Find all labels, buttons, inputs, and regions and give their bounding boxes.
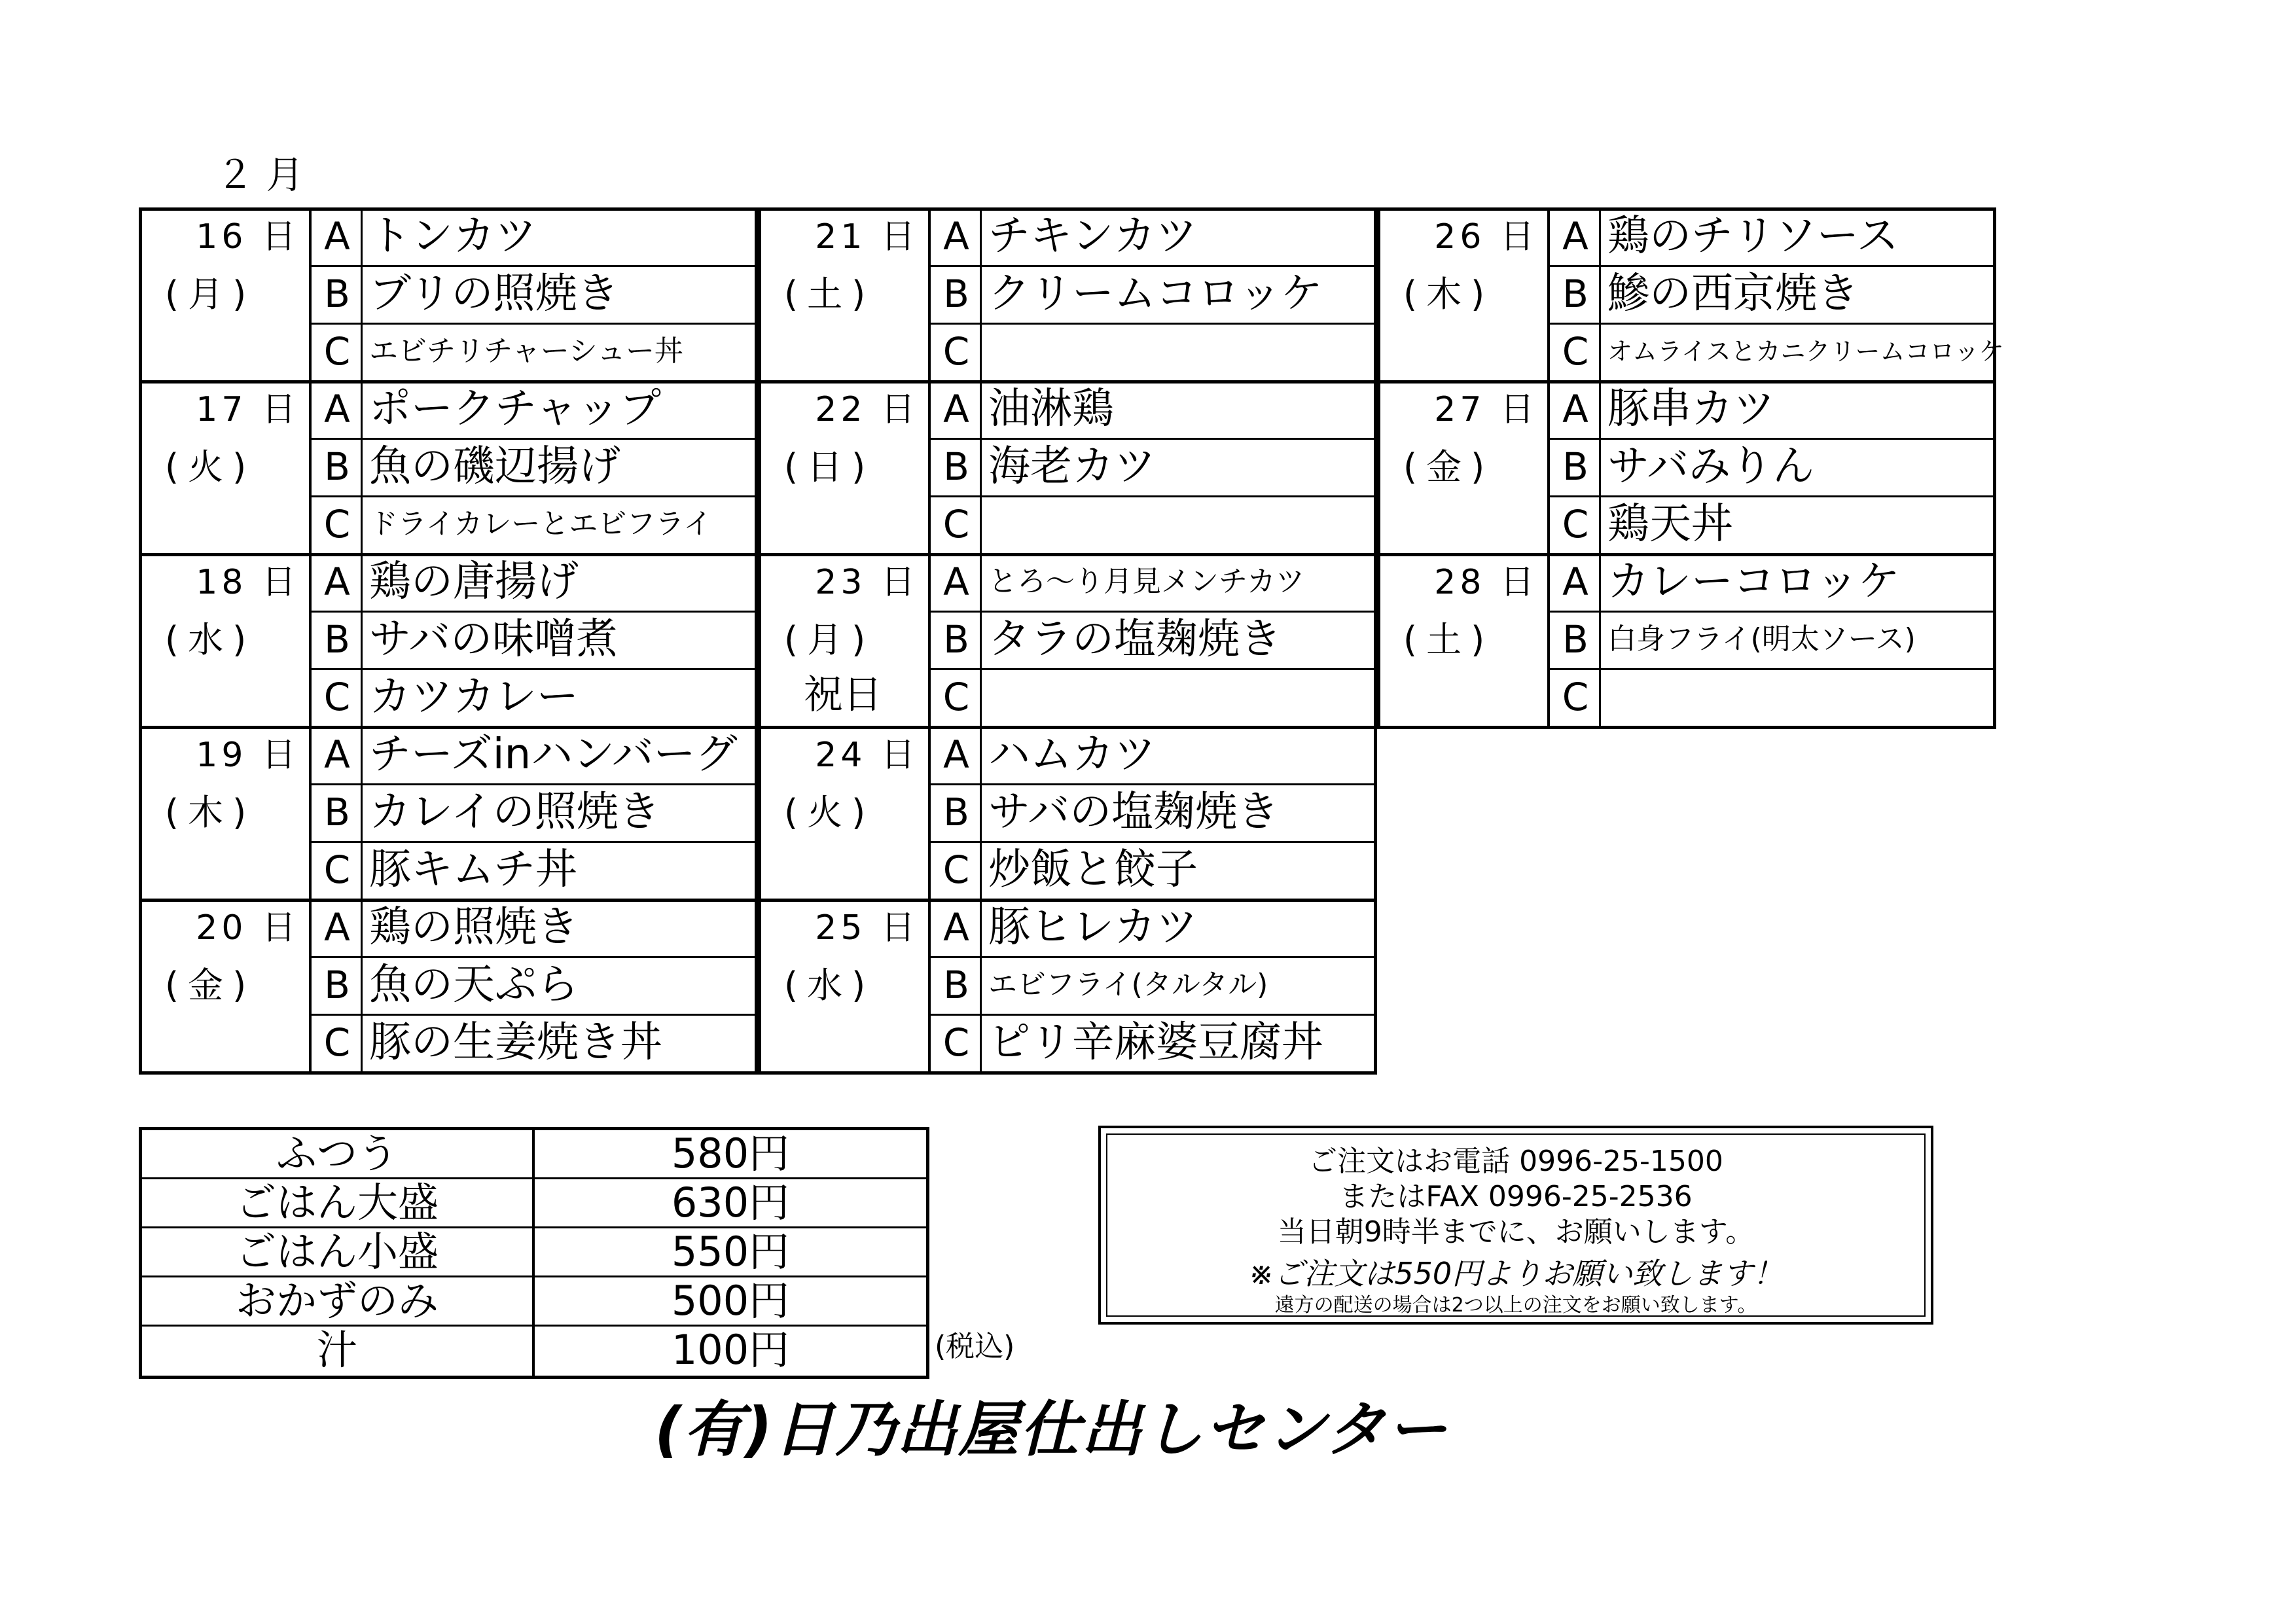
- option-letter: B: [324, 963, 350, 1007]
- price-name: おかずのみ: [142, 1277, 535, 1325]
- price-name: 汁: [142, 1327, 535, 1376]
- option-letter: C: [323, 847, 351, 892]
- menu-item: カレイの照焼き: [369, 788, 660, 836]
- option-letter: B: [943, 272, 969, 316]
- option-letters: [928, 380, 982, 553]
- menu-item: 鶏の唐揚げ: [369, 558, 579, 606]
- menu-item: ブリの照焼き: [369, 270, 619, 318]
- row-divider: [928, 495, 1377, 497]
- price-row: [142, 1327, 926, 1376]
- day-block: [758, 553, 1377, 726]
- day-of-week: (月): [165, 274, 256, 315]
- day-of-week: (金): [165, 965, 256, 1006]
- menu-item: 鶏天丼: [1607, 500, 1733, 548]
- row-divider: [309, 783, 758, 785]
- row-divider: [309, 611, 758, 613]
- row-divider: [309, 841, 758, 843]
- day-label: [758, 553, 928, 726]
- day-label: [1377, 380, 1547, 553]
- option-letters: [309, 380, 363, 553]
- day-block: [139, 207, 758, 380]
- option-letter: B: [324, 272, 350, 316]
- menu-item: エビチリチャーシュー丼: [369, 334, 684, 368]
- day-of-week: (土): [784, 274, 875, 315]
- row-divider: [928, 438, 1377, 440]
- option-letters: [1547, 207, 1601, 380]
- menu-item: オムライスとカニクリームコロッケ: [1607, 337, 2004, 366]
- menu-item: とろ～り月見メンチカツ: [988, 565, 1305, 598]
- day-label: [758, 726, 928, 899]
- option-letter: C: [942, 1020, 970, 1065]
- option-letter: B: [1562, 617, 1588, 662]
- option-letter: B: [943, 444, 969, 489]
- option-letters: [309, 899, 363, 1071]
- day-number: 16 日: [196, 217, 300, 257]
- day-block: [139, 553, 758, 726]
- menu-items: [982, 553, 1377, 726]
- option-letter: A: [1562, 387, 1588, 431]
- row-divider: [309, 1014, 758, 1016]
- day-of-week: (金): [1403, 446, 1494, 488]
- row-divider: [928, 841, 1377, 843]
- menu-item: サバの味噌煮: [369, 615, 619, 664]
- day-label: [758, 899, 928, 1071]
- option-letter: A: [943, 732, 969, 777]
- row-divider: [1547, 495, 1996, 497]
- menu-item: ドライカレーとエビフライ: [369, 507, 713, 541]
- price-value: 100円: [671, 1326, 790, 1374]
- menu-item: 豚キムチ丼: [369, 846, 578, 894]
- row-divider: [309, 265, 758, 267]
- row-divider: [928, 668, 1377, 670]
- price-value: 550円: [671, 1228, 790, 1275]
- option-letter: B: [1562, 444, 1588, 489]
- day-label: [139, 899, 309, 1071]
- menu-item: 油淋鶏: [988, 385, 1114, 433]
- option-letter: B: [324, 444, 350, 489]
- menu-item: [982, 668, 1377, 726]
- option-letters: [1547, 553, 1601, 726]
- option-letters: [928, 553, 982, 726]
- day-block: [139, 899, 758, 1071]
- row-divider: [309, 956, 758, 958]
- price-value: 580円: [671, 1130, 790, 1177]
- order-info-inner: [1106, 1133, 1926, 1317]
- menu-item: 鶏の照焼き: [369, 903, 579, 952]
- price-table: [139, 1127, 929, 1379]
- day-label: [1377, 207, 1547, 380]
- day-number: 28 日: [1434, 563, 1538, 602]
- menu-item: [1601, 668, 1996, 726]
- order-deadline: 当日朝9時半までに、お願いします。: [1277, 1215, 1755, 1249]
- price-row: [142, 1228, 926, 1277]
- day-number: 26 日: [1434, 217, 1538, 257]
- day-number: 21 日: [815, 217, 919, 257]
- menu-item: エビフライ(タルタル): [988, 968, 1268, 1001]
- menu-item: [982, 495, 1377, 553]
- option-letter: C: [323, 1020, 351, 1065]
- menu-items: [1601, 380, 1996, 553]
- day-of-week: (水): [784, 965, 875, 1006]
- menu-item: トンカツ: [369, 212, 537, 260]
- day-of-week: (木): [1403, 274, 1494, 315]
- row-divider: [1547, 611, 1996, 613]
- menu-item: 魚の磯辺揚げ: [369, 442, 620, 491]
- order-minimum: ※ご注文は550円よりお願い致します！: [1248, 1256, 1784, 1291]
- price-name: ふつう: [142, 1130, 535, 1177]
- order-delivery-note: 遠方の配送の場合は2つ以上の注文をお願い致します。: [1274, 1294, 1757, 1317]
- menu-item: 鶏のチリソース: [1607, 212, 1899, 260]
- option-letter: C: [942, 329, 970, 374]
- option-letter: C: [1562, 675, 1589, 719]
- option-letter: C: [942, 847, 970, 892]
- option-letter: C: [1562, 502, 1589, 546]
- day-of-week: (水): [165, 619, 256, 660]
- option-letter: C: [323, 675, 351, 719]
- option-letter: A: [324, 214, 350, 259]
- day-of-week: (土): [1403, 619, 1494, 660]
- menu-item: ポークチャップ: [369, 385, 662, 433]
- day-number: 19 日: [196, 736, 300, 775]
- menu-item: カレーコロッケ: [1607, 558, 1900, 606]
- day-block: [1377, 553, 1996, 726]
- option-letters: [928, 899, 982, 1071]
- option-letter: C: [942, 675, 970, 719]
- menu-items: [982, 380, 1377, 553]
- option-letter: C: [1562, 329, 1589, 374]
- row-divider: [1547, 438, 1996, 440]
- price-row: [142, 1130, 926, 1179]
- day-number: 23 日: [815, 563, 919, 602]
- menu-item: 豚串カツ: [1607, 385, 1775, 433]
- row-divider: [1547, 668, 1996, 670]
- option-letter: B: [324, 790, 350, 834]
- row-divider: [1547, 323, 1996, 325]
- row-divider: [928, 956, 1377, 958]
- day-of-week: (火): [165, 446, 256, 488]
- row-divider: [309, 323, 758, 325]
- day-number: 24 日: [815, 736, 919, 775]
- option-letter: A: [943, 387, 969, 431]
- menu-item: カツカレー: [369, 673, 579, 721]
- option-letter: A: [1562, 214, 1588, 259]
- menu-item: ハムカツ: [988, 730, 1156, 779]
- menu-item: チーズinハンバーグ: [369, 730, 738, 779]
- option-letter: A: [943, 214, 969, 259]
- option-letters: [1547, 380, 1601, 553]
- option-letter: A: [1562, 560, 1588, 604]
- menu-item: 豚の生姜焼き丼: [369, 1018, 662, 1067]
- menu-items: [1601, 207, 2004, 380]
- day-block: [1377, 207, 2004, 380]
- day-block: [758, 380, 1377, 553]
- day-label: [139, 726, 309, 899]
- day-label: [139, 207, 309, 380]
- day-label: [758, 207, 928, 380]
- option-letters: [309, 207, 363, 380]
- row-divider: [1547, 265, 1996, 267]
- menu-item: タラの塩麹焼き: [988, 615, 1282, 664]
- day-of-week: (火): [784, 792, 875, 833]
- day-block: [139, 726, 758, 899]
- menu-item: 鰺の西京焼き: [1607, 270, 1859, 318]
- row-divider: [309, 668, 758, 670]
- option-letter: A: [324, 560, 350, 604]
- day-number: 22 日: [815, 390, 919, 429]
- menu-item: 魚の天ぷら: [369, 961, 579, 1009]
- day-number: 20 日: [196, 908, 300, 948]
- option-letter: C: [942, 502, 970, 546]
- price-value: 500円: [671, 1277, 790, 1325]
- day-number: 17 日: [196, 390, 300, 429]
- row-divider: [309, 438, 758, 440]
- day-label: [139, 553, 309, 726]
- menu-item: 炒飯と餃子: [988, 846, 1198, 894]
- day-number: 27 日: [1434, 390, 1538, 429]
- option-letter: A: [324, 732, 350, 777]
- menu-item: 海老カツ: [988, 442, 1156, 491]
- day-label: [139, 380, 309, 553]
- option-letter: B: [943, 790, 969, 834]
- day-label: [758, 380, 928, 553]
- menu-items: [982, 207, 1377, 380]
- order-phone: ご注文はお電話 0996-25-1500: [1308, 1145, 1723, 1178]
- menu-items: [363, 726, 758, 899]
- row-divider: [928, 783, 1377, 785]
- day-block: [1377, 380, 1996, 553]
- day-block: [758, 899, 1377, 1071]
- holiday-label: 祝日: [804, 672, 882, 718]
- menu-items: [363, 899, 758, 1071]
- option-letter: B: [943, 617, 969, 662]
- option-letter: C: [323, 329, 351, 374]
- day-of-week: (日): [784, 446, 875, 488]
- menu-item: サバの塩麹焼き: [988, 788, 1280, 836]
- order-info-box: [1098, 1126, 1933, 1325]
- menu-item: チキンカツ: [988, 212, 1198, 260]
- price-name: ごはん大盛: [142, 1179, 535, 1226]
- menu-items: [982, 899, 1377, 1071]
- option-letter: C: [323, 502, 351, 546]
- day-block: [758, 207, 1377, 380]
- day-of-week: (木): [165, 792, 256, 833]
- row-divider: [309, 495, 758, 497]
- row-divider: [928, 611, 1377, 613]
- menu-item: ピリ辛麻婆豆腐丼: [988, 1018, 1323, 1067]
- option-letter: B: [324, 617, 350, 662]
- row-divider: [928, 265, 1377, 267]
- day-label: [1377, 553, 1547, 726]
- menu-items: [982, 726, 1377, 899]
- month-label: ２ 月: [216, 152, 304, 197]
- option-letters: [928, 207, 982, 380]
- option-letter: A: [943, 905, 969, 950]
- option-letter: A: [324, 905, 350, 950]
- day-of-week: (月): [784, 619, 875, 660]
- menu-items: [363, 553, 758, 726]
- price-name: ごはん小盛: [142, 1228, 535, 1275]
- option-letters: [309, 553, 363, 726]
- option-letter: B: [943, 963, 969, 1007]
- row-divider: [928, 1014, 1377, 1016]
- option-letters: [309, 726, 363, 899]
- tax-note: (税込): [935, 1330, 1015, 1363]
- menu-item: [982, 323, 1377, 380]
- day-number: 18 日: [196, 563, 300, 602]
- price-row: [142, 1277, 926, 1327]
- menu-items: [363, 380, 758, 553]
- row-divider: [928, 323, 1377, 325]
- day-block: [139, 380, 758, 553]
- option-letter: A: [324, 387, 350, 431]
- option-letter: A: [943, 560, 969, 604]
- menu-item: 白身フライ(明太ソース): [1607, 622, 1916, 656]
- option-letter: B: [1562, 272, 1588, 316]
- day-block: [758, 726, 1377, 899]
- price-value: 630円: [671, 1179, 790, 1226]
- menu-items: [1601, 553, 1996, 726]
- menu-items: [363, 207, 758, 380]
- menu-item: サバみりん: [1607, 442, 1815, 491]
- menu-item: 豚ヒレカツ: [988, 903, 1198, 952]
- price-row: [142, 1179, 926, 1228]
- option-letters: [928, 726, 982, 899]
- menu-item: クリームコロッケ: [988, 270, 1323, 318]
- order-fax: またはFAX 0996-25-2536: [1339, 1180, 1693, 1213]
- day-number: 25 日: [815, 908, 919, 948]
- company-name: (有)日乃出屋仕出しセンター: [655, 1395, 1448, 1465]
